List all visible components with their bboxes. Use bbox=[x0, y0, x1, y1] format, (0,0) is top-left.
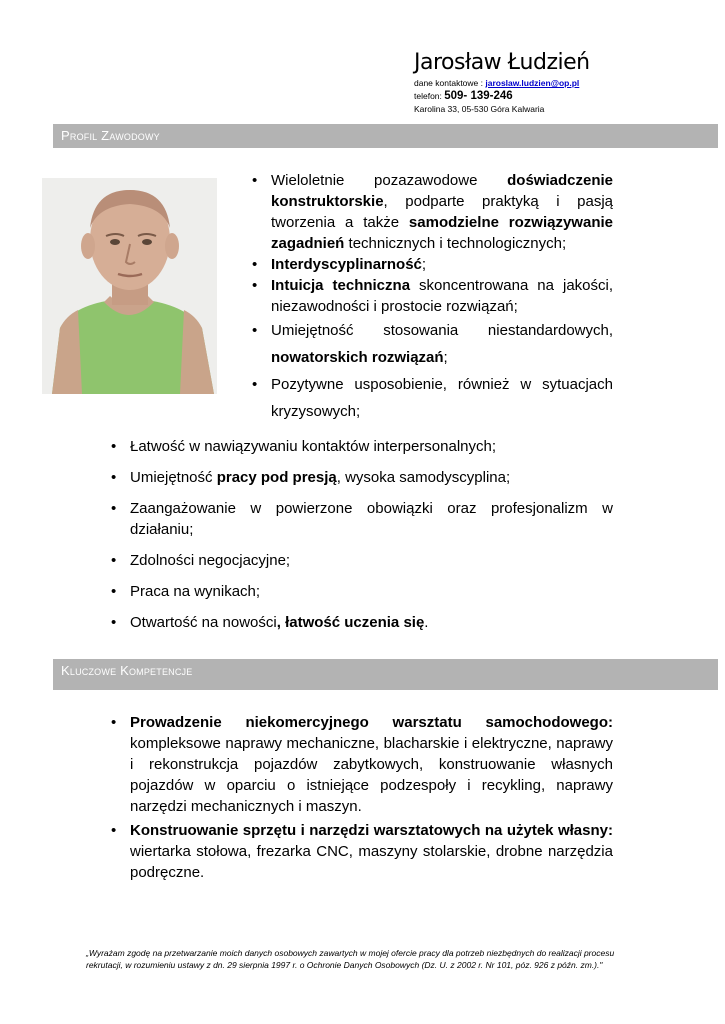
emphasis-text: , łatwość uczenia się bbox=[276, 614, 425, 631]
emphasis-text: nowatorskich rozwiązań bbox=[271, 349, 444, 366]
item-text: wiertarka stołowa, frezarka CNC, maszyny stolarskie, drobne narzędzia podręczne. bbox=[130, 843, 613, 881]
list-item bbox=[108, 712, 613, 817]
list-item bbox=[108, 550, 613, 571]
emphasis-text: Intuicja techniczna bbox=[271, 277, 411, 294]
item-text: . bbox=[424, 614, 429, 631]
cv-header bbox=[414, 50, 714, 115]
list-item bbox=[108, 820, 613, 883]
item-text: Umiejętność stosowania niestandardowych, bbox=[271, 322, 613, 339]
item-text: Umiejętność bbox=[130, 469, 217, 486]
profile-list-top bbox=[249, 170, 613, 425]
phone-number: 509- 139-246 bbox=[444, 90, 513, 102]
emphasis-text: Konstruowanie sprzętu i narzędzi warsztatowych na użytek własny: bbox=[130, 822, 613, 839]
item-text: Zdolności negocjacyjne; bbox=[130, 552, 291, 569]
emphasis-text: doświadczenie konstruktorskie bbox=[271, 172, 613, 210]
list-item bbox=[108, 581, 613, 602]
list-item bbox=[108, 467, 613, 488]
portrait-illustration bbox=[42, 178, 217, 394]
item-text: ; bbox=[443, 349, 448, 366]
contact-label: dane kontaktowe : bbox=[414, 78, 486, 88]
list-item bbox=[249, 275, 613, 317]
list-item bbox=[249, 317, 613, 371]
item-text: Pozytywne usposobienie, również w sytuacjach kryzysowych; bbox=[271, 376, 613, 420]
list-item bbox=[249, 254, 613, 275]
list-item bbox=[249, 170, 613, 254]
list-item bbox=[108, 436, 613, 457]
emphasis-text: samodzielne rozwiązywanie zagadnień bbox=[271, 214, 613, 252]
item-text: Łatwość w nawiązywaniu kontaktów interpersonalnych; bbox=[130, 438, 497, 455]
item-text: Zaangażowanie w powierzone obowiązki oraz profesjonalizm w działaniu; bbox=[130, 500, 613, 538]
data-consent-clause: „Wyrażam zgodę na przetwarzanie moich danych osobowych zawartych w mojej ofercie pracy dla potrzeb niezbędnych do realizacji procesu rekrutacji, w rozumieniu ustawy z dn. 29 sierpnia 1997 r. o Ochronie Danych Osobowych (Dz. U. z 2002 r. Nr 101, póz. 926 z późn. zm.)." bbox=[86, 948, 615, 970]
competencies-list bbox=[108, 712, 613, 886]
item-text: , wysoka samodyscyplina; bbox=[336, 469, 511, 486]
item-text: skoncentrowana na jakości, niezawodności i prostocie rozwiązań; bbox=[271, 277, 614, 315]
item-text: , podparte praktyką i pasją tworzenia a także bbox=[271, 193, 613, 231]
address: Karolina 33, 05-530 Góra Kalwaria bbox=[414, 104, 545, 114]
item-text: Praca na wynikach; bbox=[130, 583, 261, 600]
contact-phone-line bbox=[414, 90, 714, 102]
emphasis-text: Prowadzenie niekomercyjnego warsztatu samochodowego: bbox=[130, 714, 613, 731]
item-text: technicznych i technologicznych; bbox=[344, 235, 567, 252]
item-text: kompleksowe naprawy mechaniczne, blacharskie i elektryczne, naprawy i rekonstrukcja pojazdów zabytkowych, konstruowanie własnych pojazdów w oparciu o istniejące podzespoły i recykling, naprawy narzędzi mechanicznych i maszyn. bbox=[130, 735, 613, 815]
item-text: ; bbox=[421, 256, 427, 273]
profile-list-bottom bbox=[108, 436, 613, 643]
profile-photo bbox=[42, 178, 217, 394]
list-item bbox=[108, 612, 613, 633]
section-profile-title: Profil Zawodowy bbox=[53, 124, 718, 148]
section-competencies-title: Kluczowe Kompetencje bbox=[53, 659, 718, 690]
contact-email-line bbox=[414, 77, 714, 89]
list-item bbox=[108, 498, 613, 540]
candidate-name: Jarosław Łudzień bbox=[414, 50, 590, 75]
list-item bbox=[249, 371, 613, 425]
emphasis-text: pracy pod presją bbox=[216, 469, 337, 486]
phone-label: telefon: bbox=[414, 91, 445, 101]
item-text: Otwartość na nowości bbox=[130, 614, 277, 631]
emphasis-text: Interdyscyplinarność bbox=[271, 256, 422, 273]
email-link[interactable]: jaroslaw.ludzien@op.pl bbox=[485, 78, 580, 88]
item-text: Wieloletnie pozazawodowe bbox=[271, 172, 508, 189]
